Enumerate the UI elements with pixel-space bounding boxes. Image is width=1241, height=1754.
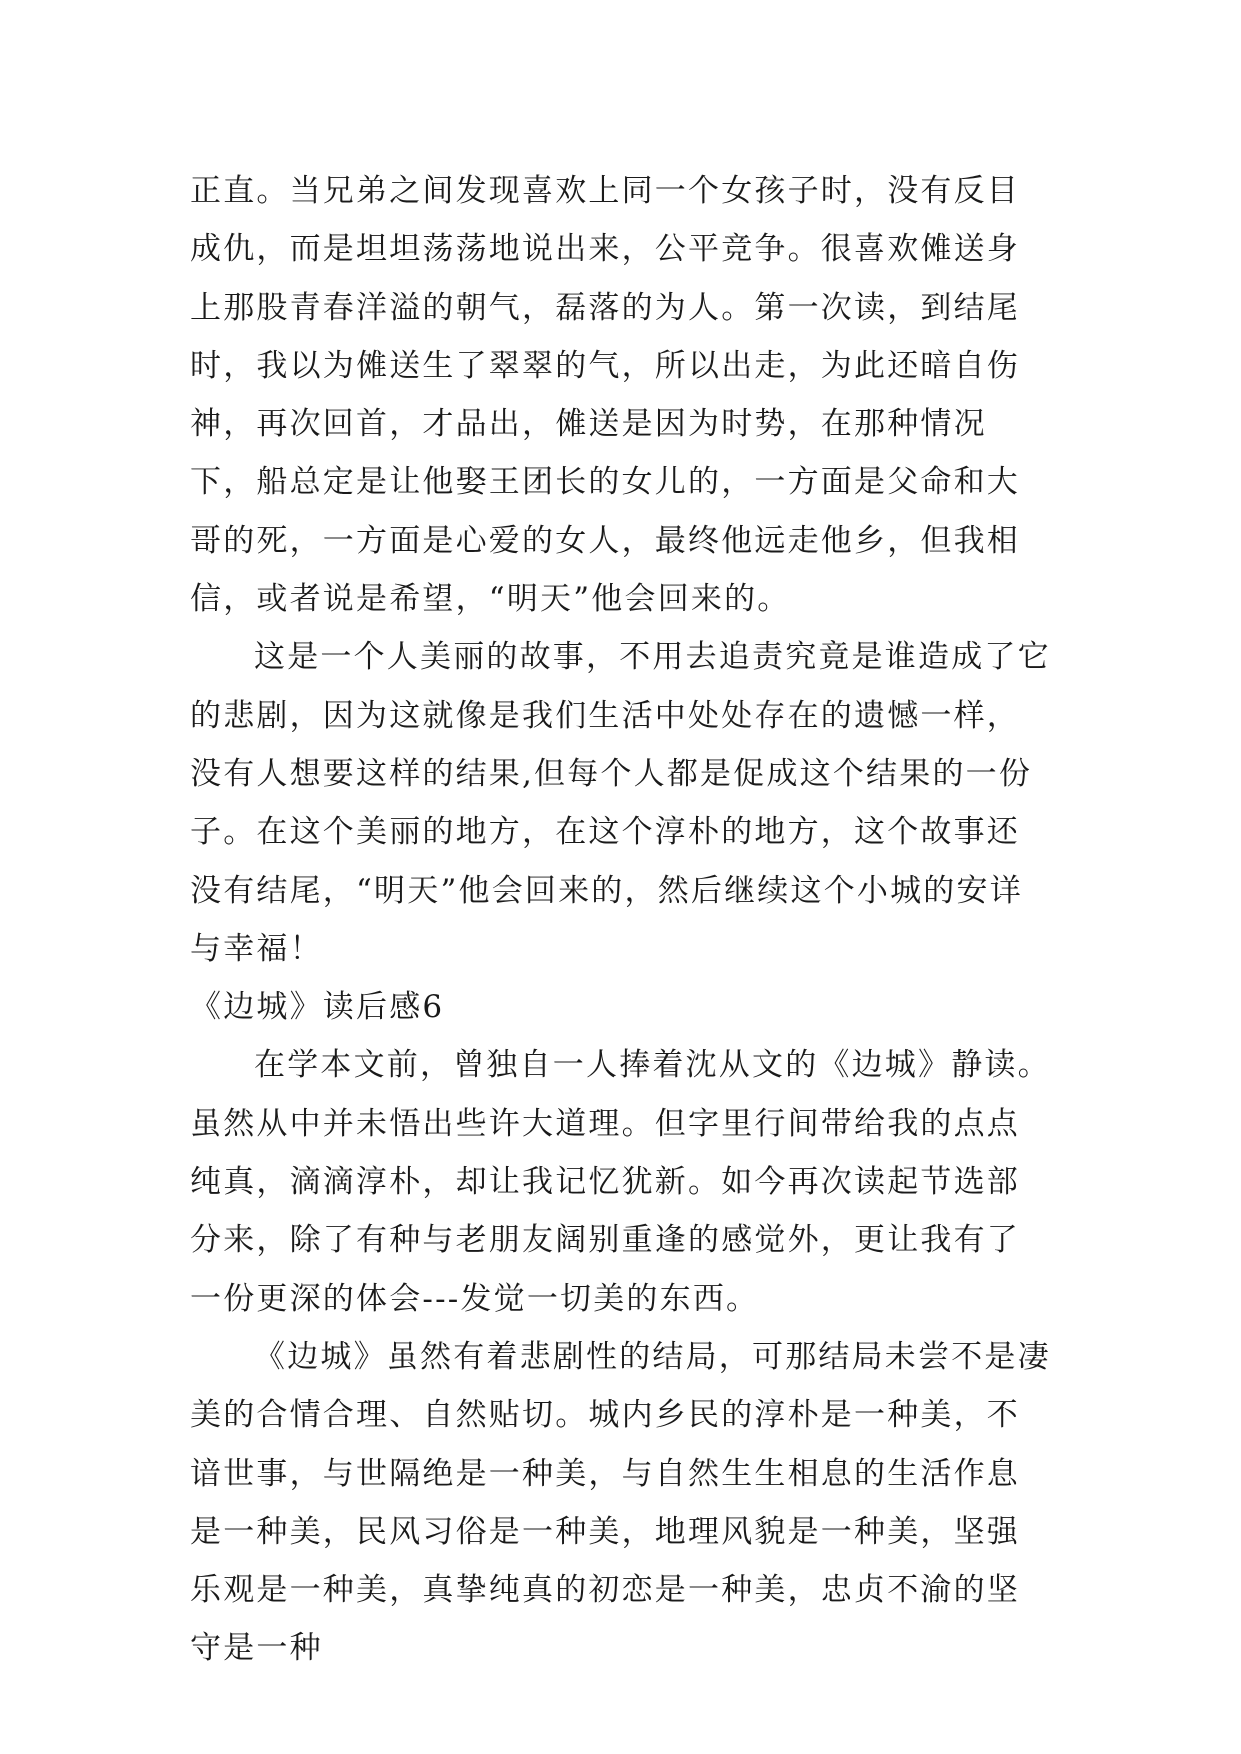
section-heading: 《边城》读后感6: [190, 989, 445, 1026]
paragraph-intro: 在学本文前，曾独自一人捧着沈从文的《边城》静读。虽然从中并未悟出些许大道理。但字里行间带给我的点点纯真，滴滴淳朴，却让我记忆犹新。如今再次读起节选部分来，除了有种与老朋友阔别重逢的感觉外，更让我有了一份更深的体会---发觉一切美的东西。: [190, 1047, 1051, 1317]
document-body: [190, 162, 1052, 1678]
paragraph-story-summary: 这是一个人美丽的故事，不用去追责究竟是谁造成了它的悲剧，因为这就像是我们生活中处处存在的遗憾一样，没有人想要这样的结果,但每个人都是促成这个结果的一份子。在这个美丽的地方，在这个淳朴的地方，这个故事还没有结尾，“明天”他会回来的，然后继续这个小城的安详与幸福！: [190, 639, 1051, 967]
paragraph-continued: 正直。当兄弟之间发现喜欢上同一个女孩子时，没有反目成仇，而是坦坦荡荡地说出来，公平竞争。很喜欢傩送身上那股青春洋溢的朝气，磊落的为人。第一次读，到结尾时，我以为傩送生了翠翠的气，所以出走，为此还暗自伤神，再次回首，才品出，傩送是因为时势，在那种情况下，船总定是让他娶王团长的女儿的，一方面是父命和大哥的死，一方面是心爱的女人，最终他远走他乡，但我相信，或者说是希望，“明天”他会回来的。: [190, 173, 1020, 618]
paragraph-beauty: 《边城》虽然有着悲剧性的结局，可那结局未尝不是凄美的合情合理、自然贴切。城内乡民的淳朴是一种美，不谙世事，与世隔绝是一种美，与自然生生相息的生活作息是一种美，民风习俗是一种美，地理风貌是一种美，坚强乐观是一种美，真挚纯真的初恋是一种美，忠贞不渝的坚守是一种: [190, 1338, 1051, 1667]
